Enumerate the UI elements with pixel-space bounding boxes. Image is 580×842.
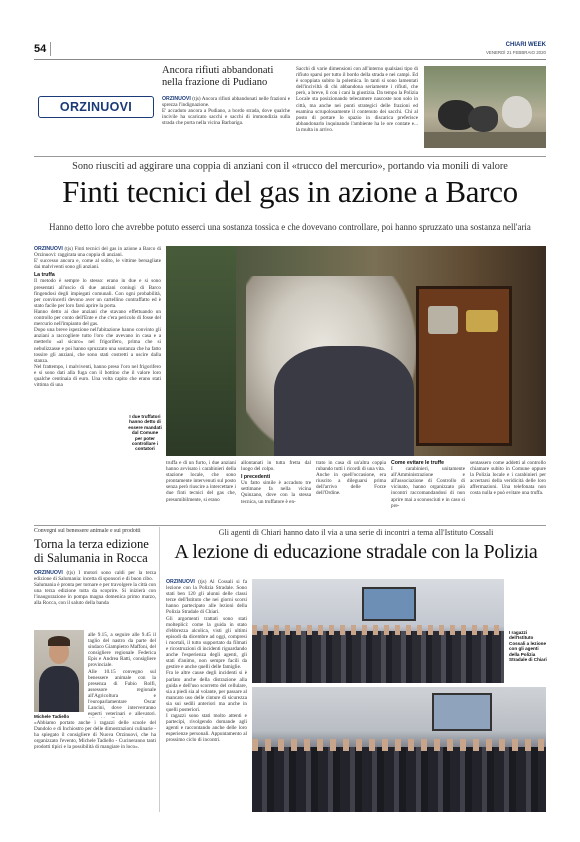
gas-meter-photo [166,246,546,456]
art3-p4: «Abbiamo portato anche i ragazzi delle scuole del Dandolo e di Inchiostro per delle dimostrazioni culinarie - ha spiegato il consigliere di Nuova Orzinuovi, che ha organizzato l'evento, Michele Tadiello - Cucineranno tanti prodotti tipici e la possibilità di mangiare in loco». [34,720,156,751]
art3-intro [34,570,156,630]
art2-col4 [316,460,386,522]
art4-p3: I ragazzi sono stati molto attenti e partecipi, rivolgendo domande agli agenti e raccontando anche delle loro esperienze personali. Appuntamento al prossimo ciclo di incontri. [166,713,247,744]
art2-col5 [391,460,465,522]
tadiello-photo [34,630,84,712]
art4-lead: (tjs) Al Cossali si fa lezione con la Polizia Stradale. Sono stati ben 120 gli alunni delle classi terze dell'Istituto che nei giorni scorsi hanno partecipato alle lezioni della Polizia Stradale di Chiari. [166,579,247,616]
art3-p2: alle 9.15, a seguire alle 9.45 il taglio del nastro da parte del sindaco Giampietro Maffoni, del consigliere regionale Federica Epis e Andrea Ratti, consigliere provinciale. [88,632,156,669]
art3-lead-key: ORZINUOVI [34,570,63,576]
art1-lead: (tjs) Ancora rifiuti abbandonati nelle frazioni e sprezza l'indignazione. [162,96,290,109]
art4-p1: Gli argomenti trattati sono stati molteplici: come la guida in stato d'ebbrezza alcolica, visti gli ultimi episodi da dicembre ad oggi, compresi i mortali, il tutto supportato da filmati e ricostruzioni di incidenti riguardando anche l'esperienza degli agenti, gli stati d'animo, non sempre facili da gestire e anche quelli delle famiglie. [166,615,247,671]
art2-col4b-text: Anche in quell'occasione, era riuscito a dileguarsi prima dell'arrivo delle Forze dell'Ordine. [316,472,386,497]
art4-lead-key: ORZINUOVI [166,579,195,585]
art2-photo-caption: I due truffatori hanno detto di essere mandati dal Comune per poter controllare i contatori [128,414,162,452]
art3-p3: Alle 10.15 convegno sul benessere animale con la presenza di Fabio Rolfi, assessore regionale all'Agricoltura e l'europarlamentare Oscar Lancini, dove interverranno esperti veterinari e allevatori. [88,668,156,718]
art4-kicker: Gli agenti di Chiari hanno dato il via a una serie di incontri a tema all'Istituto Cossali [218,528,494,537]
art2-col5-text: I carabinieri, unitamente all'Amministrazione e all'associazione di Controllo di vicinato, hanno organizzato più incontri raccomandandosi di non aprire mai a sconosciuti e in caso si pre- [391,466,465,509]
art3-col-side [88,632,156,718]
art3-p1: Salumania è pronta per tornare e per travolgere la città con una terza edizione tutta da scoprire. Si inizierà con l'inaugurazione in pompa magna domenica primo marzo, alla Rocca, con il saluto della banda [34,582,156,607]
art2-standfirst: Hanno detto loro che avrebbe potuto esserci una sostanza tossica e che dovevano controllare, poi hanno spruzzato una sostanza nell'aria [49,222,531,232]
art2-col3-text: allontanati in tutta fretta dal luogo del colpo. [241,460,311,473]
art3-headline: Torna la terza edizione di Salumania in Rocca [34,537,149,565]
tadiello-caption: Michele Tadiello [34,714,70,719]
art4-headline: A lezione di educazione stradale con la Polizia [174,541,538,563]
art2-p2: Il metodo è sempre lo stesso: erano in due e si sono presentati all'uscio di due anziani coniugi di Barco fingendosi degli impiegati comunali. Con ogni probabilità, per convincerli devono aver un cartellino contraffatto ed è stato facile per loro farsi aprire la porta. [34,278,161,309]
art2-col3 [241,460,311,522]
class-photo-top [252,579,504,683]
art2-col1 [34,246,161,522]
art2-col6-text: sentassero come addetti al controllo chiamare subito in Comune oppure la Polizia locale e i carabinieri per accertarsi della veridicità delle loro affermazioni. Una telefonata non costa nulla e può evitare una truffa. [470,460,546,497]
art2-p4: Dopo una breve ispezione nell'abitazione hanno convinto gli anziani a raccogliere tutto l'oro che avevano in casa e a metterlo «al sicuro» nel frigorifero, prima che si nebulizzasse e poi hanno spruzzato una sostanza che ha fatto tossire gli anziani, che sono stati costretti a uscire dalla stanza. [34,327,161,364]
art2-sub-precedenti: I precedenti [241,474,271,481]
art1-body1: E' accaduto ancora a Pudiano, a bordo strada, dove qualche incivile ha scaricato sacchi e sacchi di immondizia sulla strada che porta nella vicina Barbariga. [162,108,290,127]
art2-headline: Finti tecnici del gas in azione a Barco [62,174,518,209]
art2-p1: E' successo ancora e, come al solito, le vittime bersagliate dai malviventi sono gli anziani. [34,258,161,271]
art4-photo-caption: I ragazzi dell'Istituto Cossali a lezione con gli agenti della Polizia Stradale di Chiari [509,630,547,663]
art1-col1 [162,96,290,150]
section-label-text: ORZINUOVI [59,100,133,114]
art2-col4-text: trato in casa di un'altra coppia rubando tutti i ricordi di una vita. [316,460,386,473]
issue-date: VENERDÌ 21 FEBBRAIO 2020 [485,50,546,55]
art2-kicker: Sono riusciti ad aggirare una coppia di anziani con il «trucco del mercurio», portando via monili di valore [72,161,508,172]
art2-p5: Nel frattempo, i malviventi, hanno preso l'oro nel frigorifero e si sono dati alla fuga con il bottino che il valore loro qualche centinaia di euro. Una volta capito che erano stati vittima di una [34,363,161,389]
art1-col2 [296,66,418,150]
art3-bottom [34,720,156,812]
section-label [38,96,154,118]
art2-sub-truffa: La truffa [34,272,55,279]
art4-p2: Fra le altre cause degli incidenti si è parlato anche della distrazione alla guida e dell'uso scorretto del cellulare, sia a piedi sia al volante, per passare al mancato uso delle cinture di sicurezza sia sui sedili anteriori ma anche in quelli posteriori. [166,670,247,713]
art2-col3b-text: Un fatto simile è accaduto tre settimane fa nella vicina Quinzano, dove con la stessa tecnica, un truffatore è en- [241,480,311,505]
page-number: 54 [34,43,47,55]
art2-col2-text: truffa e di un furto, i due anziani hanno avvisato i carabinieri della stazione locale, che sono prontamente intervenuti sul posto senza però riuscire a intercettare i due finti tecnici del gas che, presumibilmente, si erano [166,460,236,503]
masthead: CHIARI WEEK [505,42,546,48]
art2-lead: (tjs) Finti tecnici del gas in azione a Barco di Orzinuovi: raggirata una coppia di anziani. [34,246,161,259]
class-photo-bottom [252,687,546,812]
art3-lead: (tjs) I motori sono caldi per la terza edizione di Salumania: incetta di sponsori e di buon cibo. [34,570,156,583]
garbage-photo [424,66,546,148]
art1-lead-key: ORZINUOVI [162,96,191,102]
art2-col6 [470,460,546,522]
art2-p3: Hanno detto ai due anziani che stavano effettuando un controllo per conto dell'Ente e che c'era pericolo di fosse del mercurio nell'impianto del gas. [34,308,161,328]
art3-kicker: Convegni sul benessere animale e sui prodotti [34,528,141,534]
art2-lead-key: ORZINUOVI [34,246,63,252]
art4-col1 [166,579,247,811]
art2-sub-evitare: Come evitare le truffe [391,460,445,466]
art1-body2: Sacchi di varie dimensioni con all'interno qualsiasi tipo di rifiuto sparsi per tutto il bordo della strada e nei campi. Ed è scoppiata subito la polemica. In tanti si sono lamentati dell'inciviltà di chi abbandona seriamente i rifiuti, che però, a breve, lì con i cani la giustizia. Da tempo la Polizia Locale sta posizionando telecamere nascoste non solo in città, ma anche nei punti strategici delle frazioni ed esamina scrupolosamente il contenuto dei sacchi. Chi al posto di portare lo spazio in discarica preferisce abbandonarlo inquinando l'ambiente ha le ore contate e... la multa in arrivo. [296,66,418,133]
art2-col2 [166,460,236,522]
art1-headline: Ancora rifiuti abbandonati nella frazione di Pudiano [162,65,274,88]
